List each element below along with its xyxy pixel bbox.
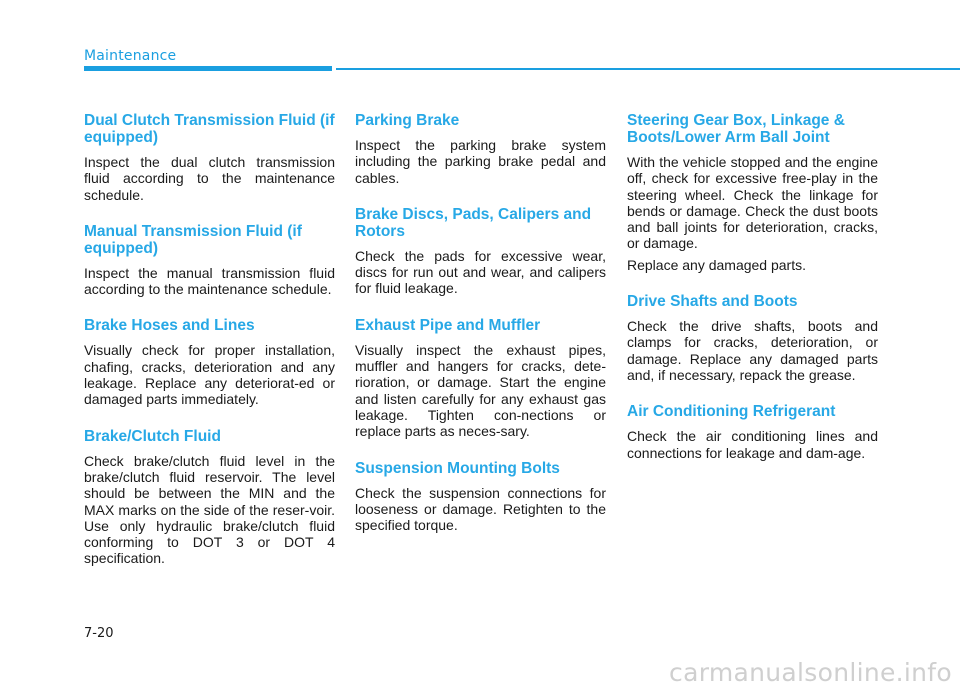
section-title: Brake/Clutch Fluid (84, 427, 221, 445)
header-label: Maintenance (84, 48, 177, 64)
section-body: Visually check for proper installation, chafing, cracks, deterioration and any leakage. Replace any deteriorat-ed or damaged parts immediately. (84, 342, 335, 408)
header-bar-thin (336, 68, 960, 70)
header-bar-thick (84, 66, 332, 71)
section-title: Brake Hoses and Lines (84, 317, 255, 335)
section-dual-clutch-transmission-fluid (84, 112, 335, 203)
section-body: Check the drive shafts, boots and clamps for cracks, deterioration, or damage. Replace any damaged parts and, if necessary, repack the grease. (627, 318, 878, 383)
section-body: Inspect the dual clutch transmission fluid according to the maintenance schedule. (84, 154, 335, 203)
section-parking-brake (355, 112, 606, 186)
section-manual-transmission-fluid (84, 223, 335, 298)
section-body: Check the suspension connections for looseness or damage. Retighten to the specified torque. (355, 484, 606, 534)
column-1 (84, 112, 335, 587)
section-title: Dual Clutch Transmission Fluid (if equipped) (84, 112, 335, 146)
column-3 (627, 112, 878, 481)
section-body: Inspect the parking brake system including the parking brake pedal and cables. (355, 137, 606, 186)
section-exhaust-pipe-and-muffler (355, 317, 606, 440)
section-body: Replace any damaged parts. (627, 256, 806, 273)
section-body: With the vehicle stopped and the engine off, check for excessive free-play in the steering wheel. Check the linkage for bends or damage. Check the dust boots and ball joints for deterioration, cracks, or damage. (627, 154, 878, 252)
section-air-conditioning-refrigerant (627, 403, 878, 461)
section-steering-gear-box (627, 112, 878, 273)
page-number: 7-20 (84, 626, 114, 641)
section-title: Air Conditioning Refrigerant (627, 403, 836, 421)
section-title: Exhaust Pipe and Muffler (355, 316, 541, 334)
section-body: Check brake/clutch fluid level in the brake/clutch fluid reservoir. The level should be between the MIN and the MAX marks on the side of the reser-voir. Use only hydraulic brake/clutch fluid conforming to DOT 3 or DOT 4 specification. (84, 452, 335, 567)
section-body: Visually inspect the exhaust pipes, muffler and hangers for cracks, dete-rioration, or damage. Start the engine and listen carefully for any exhaust gas leakage. Tighten con-nections or replace parts as neces-sary. (355, 341, 606, 440)
section-title: Parking Brake (355, 112, 460, 129)
section-brake-hoses-and-lines (84, 317, 335, 407)
section-body: Check the pads for excessive wear, discs for run out and wear, and calipers for fluid leakage. (355, 247, 606, 297)
section-title: Brake Discs, Pads, Calipers and Rotors (355, 205, 592, 240)
section-body: Inspect the manual transmission fluid according to the maintenance schedule. (84, 264, 335, 298)
section-title: Manual Transmission Fluid (if equipped) (84, 222, 302, 257)
section-title: Suspension Mounting Bolts (355, 459, 560, 477)
column-2 (355, 112, 606, 553)
section-brake-clutch-fluid (84, 428, 335, 567)
section-title: Drive Shafts and Boots (627, 293, 798, 311)
section-brake-discs-pads-calipers (355, 206, 606, 297)
watermark: carmanualsonline.info (669, 658, 952, 687)
section-drive-shafts-and-boots (627, 293, 878, 383)
section-suspension-mounting-bolts (355, 460, 606, 534)
section-body: Check the air conditioning lines and connections for leakage and dam-age. (627, 428, 878, 461)
section-title: Steering Gear Box, Linkage & Boots/Lower Arm Ball Joint (627, 112, 845, 146)
